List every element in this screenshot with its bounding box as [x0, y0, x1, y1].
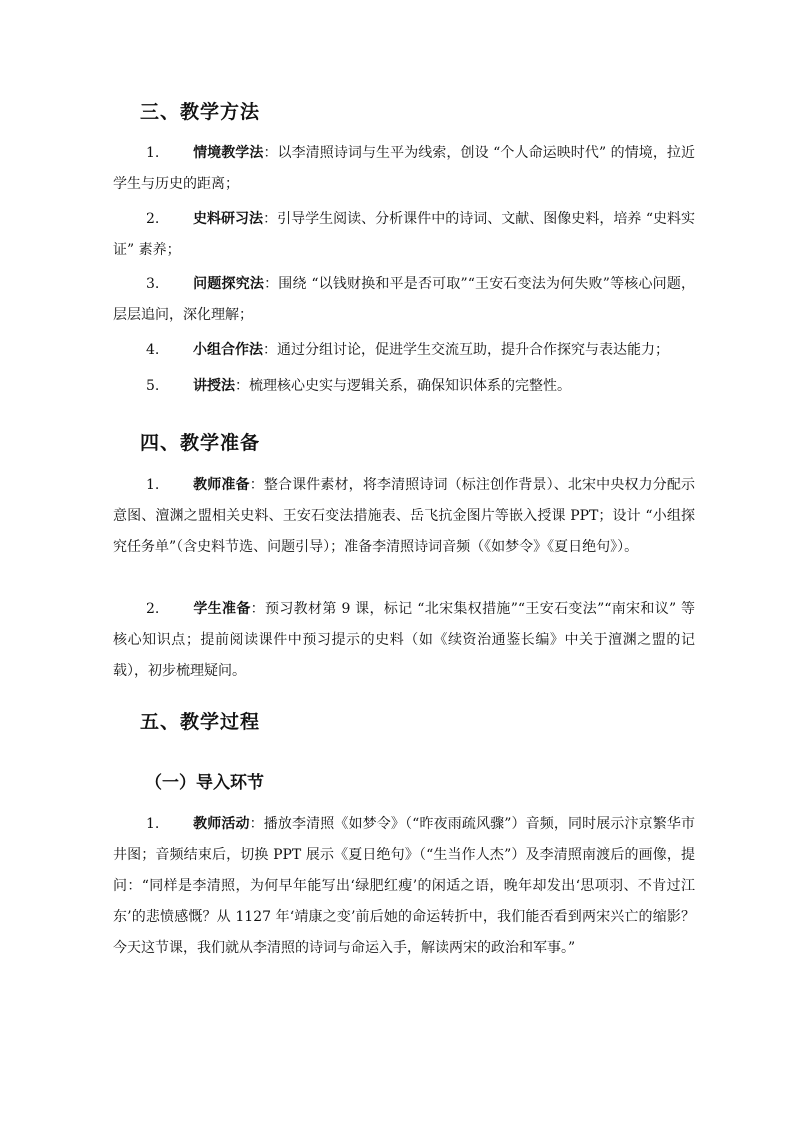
item-text: ：引导学生阅读、分析课件中的诗词、文献、图像史料，培养 “史料实证” 素养；	[113, 211, 696, 258]
item-label: 情境教学法	[193, 145, 264, 161]
item-label: 问题探究法	[193, 276, 265, 292]
list-item	[113, 335, 695, 366]
item-number: 1.	[146, 145, 160, 161]
item-number: 3.	[146, 276, 160, 292]
item-label: 小组合作法	[193, 342, 263, 358]
item-text: ：以李清照诗词与生平为线索，创设 “个人命运映时代” 的情境，拉近学生与历史的距离；	[113, 145, 695, 192]
item-label: 教师准备	[193, 477, 250, 493]
item-number: 2.	[146, 211, 160, 227]
item-text: ：预习教材第 9 课，标记 “北宋集权措施”“王安石变法”“南宋和议” 等核心知识点；提前阅读课件中预习提示的史料（如《续资治通鉴长编》中关于澶渊之盟的记载），初步梳理疑问。	[113, 601, 695, 679]
item-number: 1.	[146, 816, 160, 832]
item-text: ：整合课件素材，将李清照诗词（标注创作背景）、北宋中央权力分配示意图、澶渊之盟相关史料、王安石变法措施表、岳飞抗金图片等嵌入授课 PPT；设计 “小组探究任务单”（含史料节选、问题引导）；准备李清照诗词音频（《如梦令》《夏日绝句》）。	[113, 477, 696, 555]
subsection-heading-introduction: （一）导入环节	[145, 773, 264, 793]
item-text: ：围绕 “以钱财换和平是否可取”“王安石变法为何失败”等核心问题，层层追问，深化理解；	[113, 276, 696, 323]
section-heading-teaching-preparation: 四、教学准备	[140, 432, 261, 454]
item-label: 教师活动	[193, 816, 250, 832]
item-text: ：梳理核心史实与逻辑关系，确保知识体系的完整性。	[235, 378, 571, 394]
item-label: 史料研习法	[193, 211, 264, 227]
item-number: 5.	[146, 378, 160, 394]
list-item	[113, 809, 695, 964]
item-number: 4.	[146, 342, 160, 358]
item-text: ：通过分组讨论，促进学生交流互助，提升合作探究与表达能力；	[263, 342, 669, 358]
list-item	[113, 371, 695, 402]
list-item	[113, 594, 695, 687]
section-heading-teaching-process: 五、教学过程	[140, 711, 261, 733]
item-label: 学生准备	[193, 601, 251, 617]
list-item	[113, 470, 695, 563]
section-heading-teaching-methods: 三、教学方法	[140, 101, 261, 123]
item-label: 讲授法	[193, 378, 235, 394]
item-number: 1.	[146, 477, 160, 493]
list-item	[113, 204, 695, 266]
item-number: 2.	[146, 601, 160, 617]
list-item	[113, 269, 695, 331]
item-text: ：播放李清照《如梦令》（“昨夜雨疏风骤”）音频，同时展示汴京繁华市井图；音频结束后，切换 PPT 展示《夏日绝句》（“生当作人杰”）及李清照南渡后的画像，提问：“同样是李清照，为何早年能写出‘绿肥红瘦’的闲适之语，晚年却发出‘思项羽、不肯过江东’的悲愤感慨？从 1127 年‘靖康之变’前后她的命运转折中，我们能否看到两宋兴亡的缩影？今天这节课，我们就从李清照的诗词与命运入手，解读两宋的政治和军事。”	[113, 816, 695, 956]
list-item	[113, 138, 695, 200]
